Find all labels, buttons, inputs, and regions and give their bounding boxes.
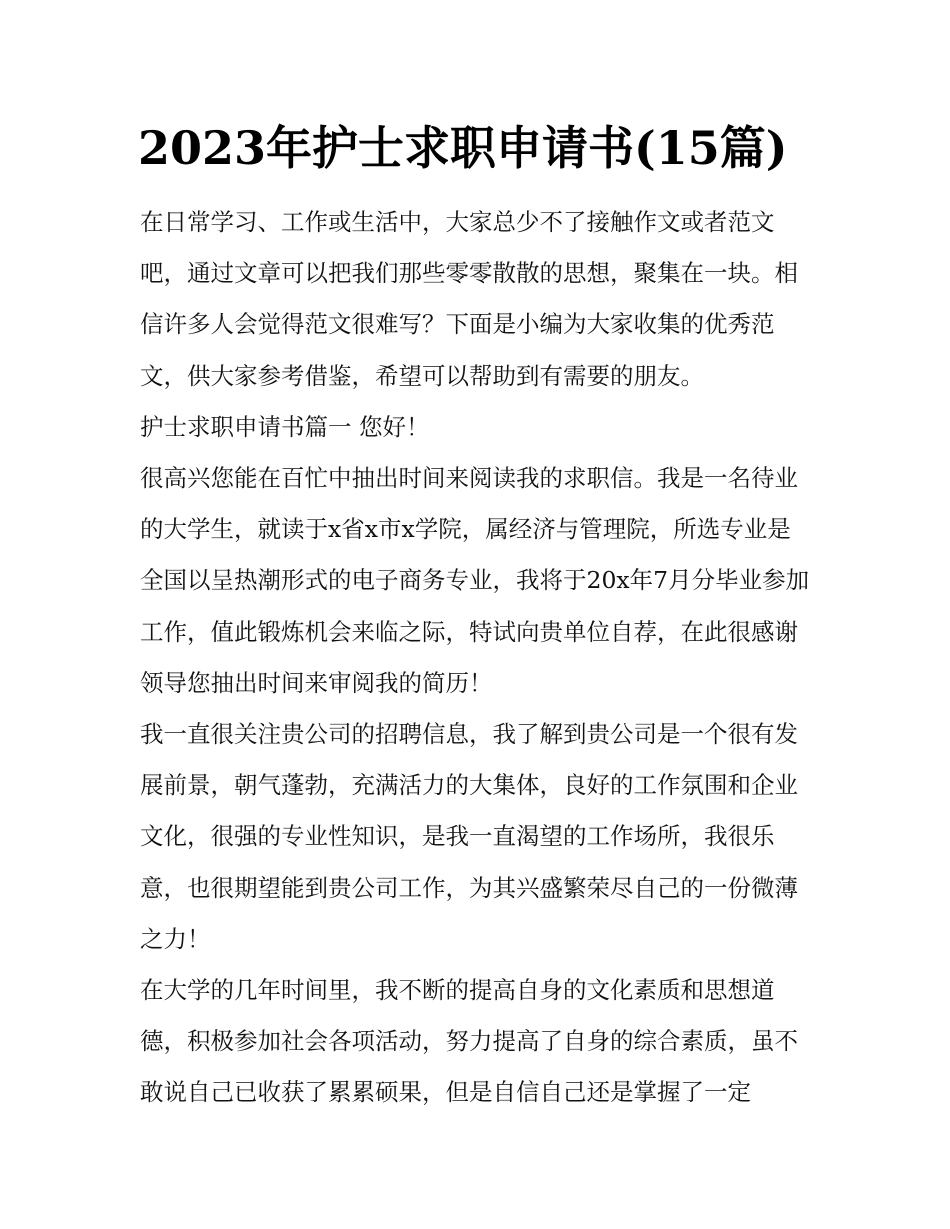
document-title: 2023年护士求职申请书(15篇) xyxy=(138,121,788,175)
body-paragraph: 我一直很关注贵公司的招聘信息，我了解到贵公司是一个很有发展前景，朝气蓬勃，充满活力的大集体，良好的工作氛围和企业文化，很强的专业性知识，是我一直渴望的工作场所，我很乐意，也很期望能到贵公司工作，为其兴盛繁荣尽自己的一份微薄之力！ xyxy=(140,720,798,953)
intro-paragraph: 在日常学习、工作或生活中，大家总少不了接触作文或者范文吧，通过文章可以把我们那些零零散散的思想，聚集在一块。相信许多人会觉得范文很难写？下面是小编为大家收集的优秀范文，供大家参考借鉴，希望可以帮助到有需要的朋友。 xyxy=(140,208,798,390)
section-heading-greeting: 护士求职申请书篇一 您好！ xyxy=(140,412,430,441)
document-body xyxy=(140,197,812,1119)
body-paragraph: 很高兴您能在百忙中抽出时间来阅读我的求职信。我是一名待业的大学生，就读于x省x市x学院，属经济与管理院，所选专业是全国以呈热潮形式的电子商务专业，我将于20x年7月分毕业参加工作，值此锻炼机会来临之际，特试向贵单位自荐，在此很感谢领导您抽出时间来审阅我的简历！ xyxy=(140,464,810,697)
body-paragraph: 在大学的几年时间里，我不断的提高自身的文化素质和思想道德，积极参加社会各项活动，努力提高了自身的综合素质，虽不敢说自己已收获了累累硕果，但是自信自己还是掌握了一定 xyxy=(140,976,798,1107)
